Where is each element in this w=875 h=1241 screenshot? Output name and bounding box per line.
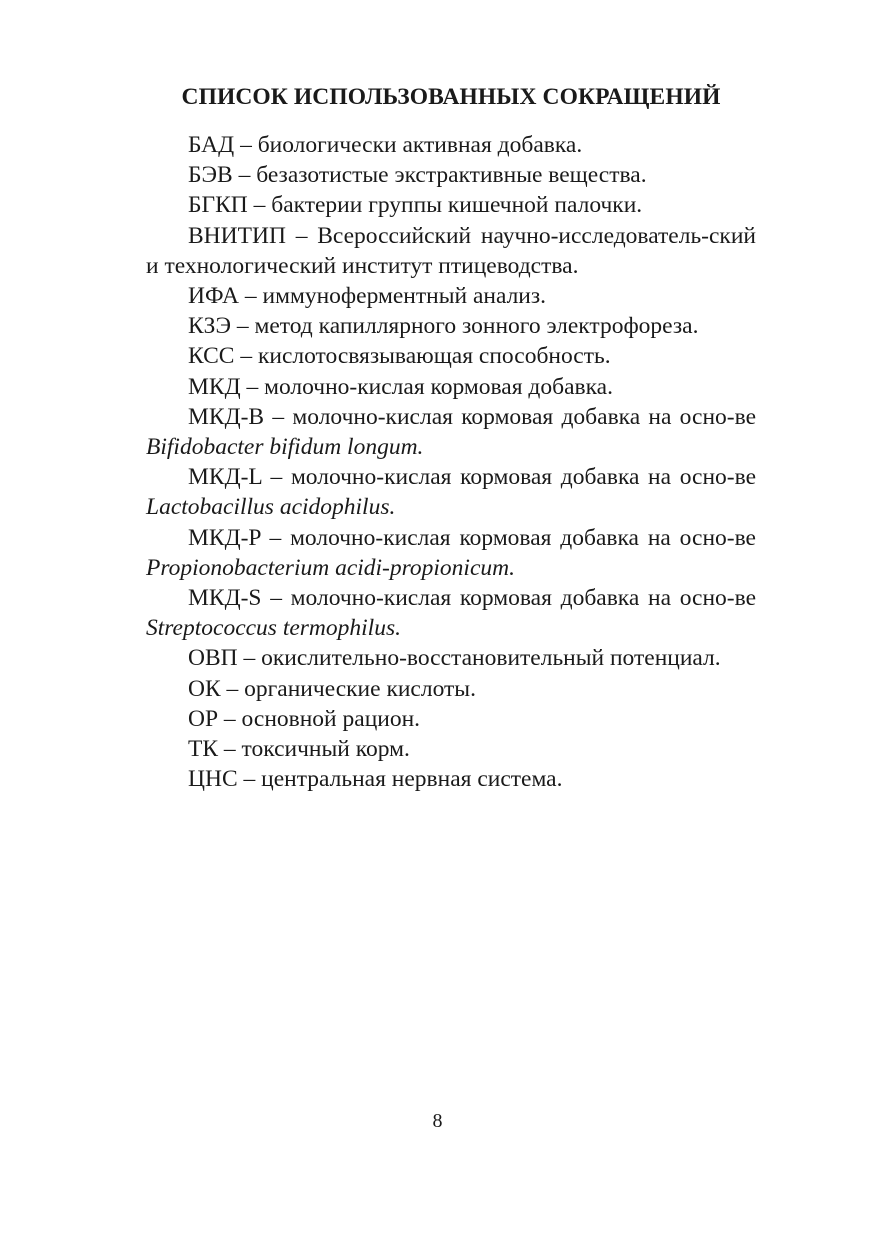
abbreviation-definition: молочно-кислая кормовая добавка на осно-ве (290, 585, 756, 612)
abbreviation-definition: бактерии группы кишечной палочки. (271, 192, 643, 219)
dash-separator: – (264, 403, 293, 430)
dash-separator: – (237, 766, 262, 793)
abbreviation-definition: кислотосвязывающая способность. (257, 343, 611, 370)
dash-separator: – (230, 313, 255, 340)
abbreviation-term: ИФА (188, 283, 240, 310)
list-item (146, 281, 756, 311)
abbreviation-term: ОВП (188, 645, 238, 672)
latin-species-name: Streptococcus termophilus. (146, 615, 401, 642)
abbreviation-definition: органические кислоты. (244, 675, 476, 702)
abbreviation-definition: токсичный корм. (241, 736, 410, 763)
abbreviation-term: МКД-S (188, 585, 262, 612)
abbreviation-definition: молочно-кислая кормовая добавка. (264, 373, 613, 400)
abbreviation-definition: основной рацион. (241, 705, 421, 732)
abbreviation-definition: центральная нервная система. (261, 766, 563, 793)
list-item (146, 734, 756, 764)
dash-separator: – (239, 283, 263, 310)
abbreviation-list (146, 130, 756, 794)
list-item (146, 462, 756, 522)
list-item (146, 704, 756, 734)
abbreviation-definition: Всероссийский научно-исследователь-ский и технологический институт птицеводства. (146, 222, 756, 279)
list-item (146, 311, 756, 341)
latin-species-name: Propionobacterium acidi-propionicum. (146, 554, 515, 581)
abbreviation-definition: молочно-кислая кормовая добавка на осно-ве (290, 464, 756, 491)
abbreviation-definition: молочно-кислая кормовая добавка на осно-ве (292, 403, 756, 430)
abbreviation-definition: метод капиллярного зонного электрофореза. (254, 313, 699, 340)
list-item (146, 341, 756, 371)
abbreviation-definition: иммуноферментный анализ. (262, 283, 547, 310)
list-item (146, 764, 756, 794)
abbreviation-term: ОК (188, 675, 221, 702)
abbreviation-term: БГКП (188, 192, 248, 219)
dash-separator: – (234, 132, 258, 158)
dash-separator: – (232, 162, 257, 189)
dash-separator: – (260, 524, 291, 551)
abbreviation-definition: безазотистые экстрактивные вещества. (256, 162, 647, 189)
list-item (146, 221, 756, 281)
abbreviation-term: ОР (188, 705, 219, 732)
list-item (146, 160, 756, 190)
list-item (146, 674, 756, 704)
abbreviation-term: ЦНС (188, 766, 238, 793)
dash-separator: – (237, 645, 262, 672)
abbreviation-term: МКД-P (188, 524, 261, 551)
dash-separator: – (240, 373, 265, 400)
list-item (146, 402, 756, 462)
abbreviation-term: КСС (188, 343, 235, 370)
abbreviation-definition: молочно-кислая кормовая добавка на осно-ве (290, 524, 756, 551)
dash-separator: – (261, 585, 291, 612)
abbreviation-term: КЗЭ (188, 313, 231, 340)
list-item (146, 372, 756, 402)
dash-separator: – (218, 736, 242, 763)
dash-separator: – (234, 343, 258, 370)
abbreviation-term: МКД (188, 373, 241, 400)
list-item (146, 643, 756, 673)
list-item (146, 583, 756, 643)
dash-separator: – (261, 464, 291, 491)
latin-species-name: Bifidobacter bifidum longum. (146, 434, 424, 461)
abbreviation-term: ВНИТИП (188, 222, 286, 249)
abbreviation-definition: окислительно-восстановительный потенциал. (261, 645, 721, 672)
abbreviation-definition: биологически активная добавка. (257, 132, 583, 158)
latin-species-name: Lactobacillus acidophilus. (146, 494, 396, 521)
page-number: 8 (432, 1110, 443, 1132)
abbreviation-term: БАД (188, 132, 235, 158)
list-item (146, 190, 756, 220)
abbreviation-term: БЭВ (188, 162, 233, 189)
list-item (146, 130, 756, 160)
dash-separator: – (285, 222, 318, 249)
list-item (146, 523, 756, 583)
dash-separator: – (220, 675, 245, 702)
abbreviation-term: ТК (188, 736, 219, 763)
dash-separator: – (218, 705, 242, 732)
page-title: СПИСОК ИСПОЛЬЗОВАННЫХ СОКРАЩЕНИЙ (181, 84, 721, 110)
abbreviation-term: МКД-L (188, 464, 262, 491)
dash-separator: – (247, 192, 272, 219)
abbreviation-term: МКД-B (188, 403, 265, 430)
